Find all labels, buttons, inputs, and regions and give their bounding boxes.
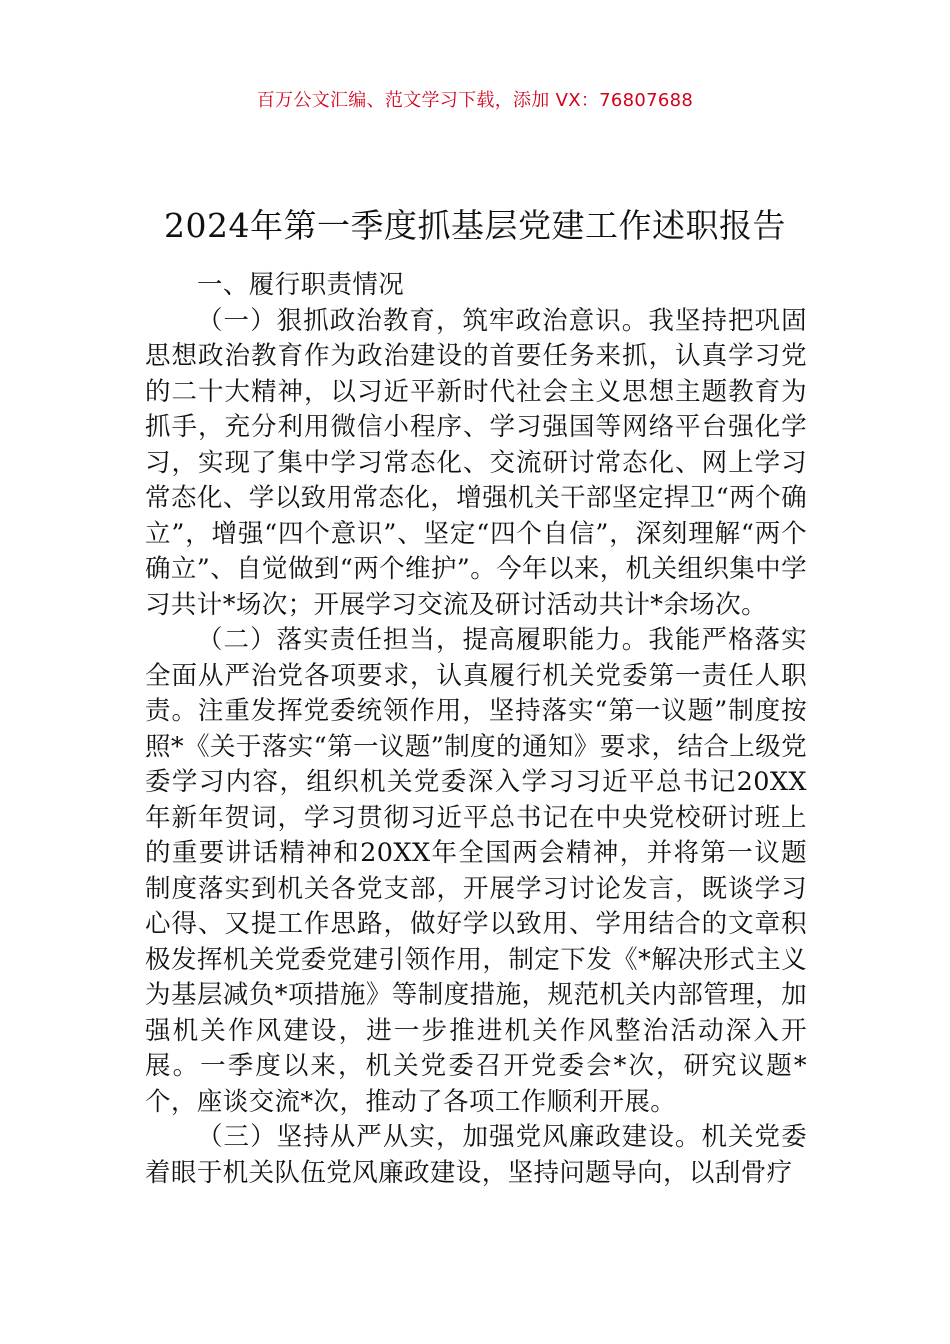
section-heading: 一、履行职责情况: [197, 270, 405, 300]
paragraph-1: （一）狠抓政治教育，筑牢政治意识。我坚持把巩固思想政治教育作为政治建设的首要任务来抓，认真学习党的二十大精神，以习近平新时代社会主义思想主题教育为抓手，充分利用微信小程序、学习强国等网络平台强化学习，实现了集中学习常态化、交流研讨常态化、网上学习常态化、学以致用常态化，增强机关干部坚定捍卫“两个确立”，增强“四个意识”、坚定“四个自信”，深刻理解“两个确立”、自觉做到“两个维护”。今年以来，机关组织集中学习共计*场次；开展学习交流及研讨活动共计*余场次。: [145, 305, 807, 620]
header-watermark-note: 百万公文汇编、范文学习下载，添加 VX：76807688: [256, 90, 694, 111]
document-title: 2024年第一季度抓基层党建工作述职报告: [164, 206, 786, 246]
paragraph-3: （三）坚持从严从实，加强党风廉政建设。机关党委着眼于机关队伍党风廉政建设，坚持问题导向，以刮骨疗: [145, 1122, 807, 1188]
document-body: [145, 268, 807, 1191]
paragraph-2: （二）落实责任担当，提高履职能力。我能严格落实全面从严治党各项要求，认真履行机关党委第一责任人职责。注重发挥党委统领作用，坚持落实“第一议题”制度按照*《关于落实“第一议题”制度的通知》要求，结合上级党委学习内容，组织机关党委深入学习习近平总书记20XX年新年贺词，学习贯彻习近平总书记在中央党校研讨班上的重要讲话精神和20XX年全国两会精神，并将第一议题制度落实到机关各党支部，开展学习讨论发言，既谈学习心得、又提工作思路，做好学以致用、学用结合的文章积极发挥机关党委党建引领作用，制定下发《*解决形式主义为基层减负*项措施》等制度措施，规范机关内部管理，加强机关作风建设，进一步推进机关作风整治活动深入开展。一季度以来，机关党委召开党委会*次，研究议题*个，座谈交流*次，推动了各项工作顺利开展。: [145, 625, 807, 1117]
